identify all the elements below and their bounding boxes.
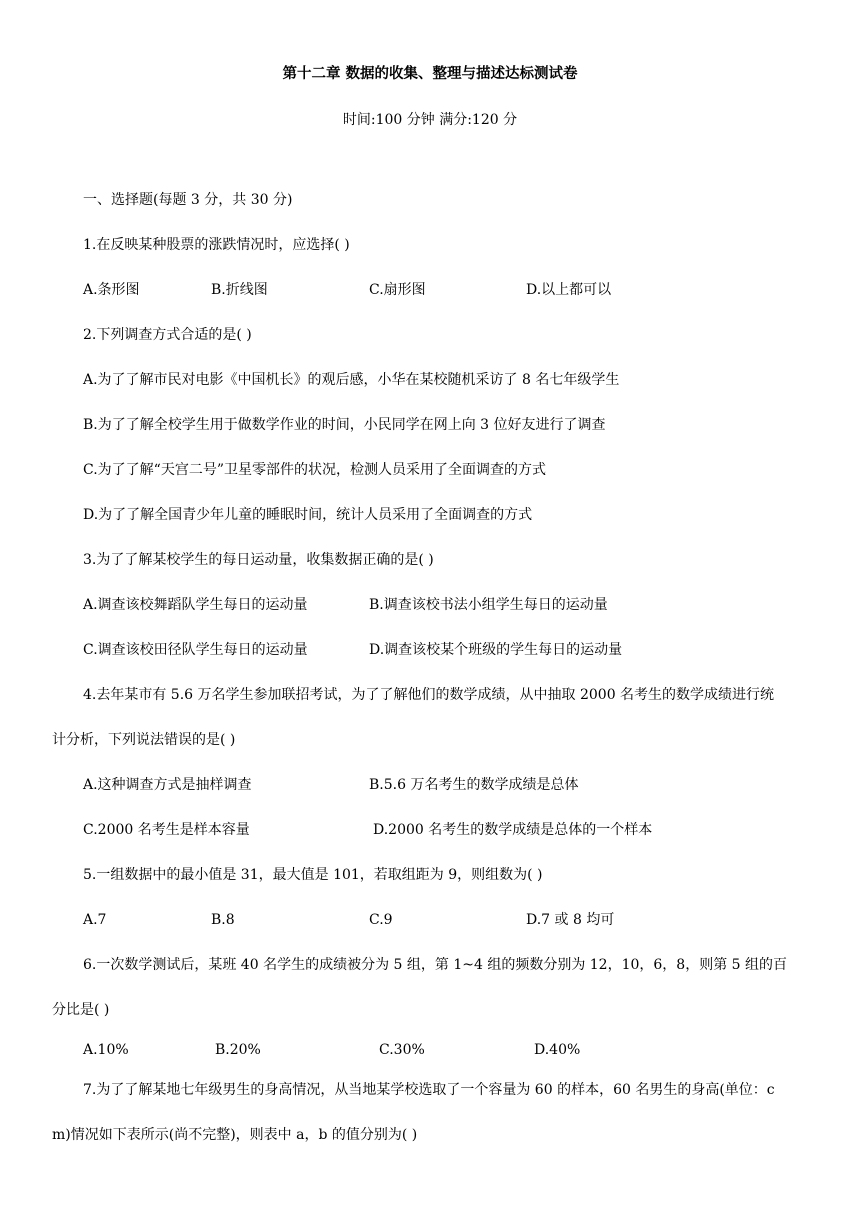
question-1-stem: 1.在反映某种股票的涨跌情况时，应选择( )	[83, 237, 350, 253]
page-title: 第十二章 数据的收集、整理与描述达标测试卷	[282, 65, 578, 82]
section-heading: 一、选择题(每题 3 分，共 30 分)	[83, 192, 293, 208]
question-5-option-c: C.9	[369, 912, 393, 928]
question-2-option-a: A.为了了解市民对电影《中国机长》的观后感，小华在某校随机采访了 8 名七年级学生	[83, 372, 620, 388]
question-7-stem-continued: m)情况如下表所示(尚不完整)，则表中 a，b 的值分别为( )	[52, 1127, 418, 1143]
question-1-option-a: A.条形图	[83, 282, 140, 298]
question-6-option-a: A.10%	[83, 1042, 129, 1058]
question-7-stem: 7.为了了解某地七年级男生的身高情况，从当地某学校选取了一个容量为 60 的样本，60 名男生的身高(单位：c	[83, 1082, 775, 1098]
question-1-option-c: C.扇形图	[369, 282, 426, 298]
question-2-option-c: C.为了了解“天宫二号”卫星零部件的状况，检测人员采用了全面调查的方式	[83, 462, 546, 478]
question-4-stem: 4.去年某市有 5.6 万名学生参加联招考试，为了了解他们的数学成绩，从中抽取 2000 名考生的数学成绩进行统	[83, 687, 775, 703]
question-5-option-b: B.8	[211, 912, 235, 928]
question-3-option-d: D.调查该校某个班级的学生每日的运动量	[369, 642, 623, 658]
question-2-option-b: B.为了了解全校学生用于做数学作业的时间，小民同学在网上向 3 位好友进行了调查	[83, 417, 606, 433]
question-3-option-b: B.调查该校书法小组学生每日的运动量	[369, 597, 608, 613]
question-4-option-b: B.5.6 万名考生的数学成绩是总体	[369, 777, 579, 793]
question-6-stem: 6.一次数学测试后，某班 40 名学生的成绩被分为 5 组，第 1~4 组的频数分别为 12，10，6，8，则第 5 组的百	[83, 957, 788, 973]
question-6-option-d: D.40%	[534, 1042, 581, 1058]
question-3-stem: 3.为了了解某校学生的每日运动量，收集数据正确的是( )	[83, 552, 434, 568]
question-4-stem-continued: 计分析，下列说法错误的是( )	[52, 732, 236, 748]
question-2-stem: 2.下列调查方式合适的是( )	[83, 327, 252, 343]
question-6-stem-continued: 分比是( )	[52, 1002, 110, 1018]
question-6-option-b: B.20%	[215, 1042, 261, 1058]
question-4-option-a: A.这种调查方式是抽样调查	[83, 777, 252, 793]
question-3-option-a: A.调查该校舞蹈队学生每日的运动量	[83, 597, 308, 613]
question-2-option-d: D.为了了解全国青少年儿童的睡眠时间，统计人员采用了全面调查的方式	[83, 507, 533, 523]
question-4-option-d: D.2000 名考生的数学成绩是总体的一个样本	[373, 822, 653, 838]
question-1-option-b: B.折线图	[211, 282, 268, 298]
question-3-option-c: C.调查该校田径队学生每日的运动量	[83, 642, 308, 658]
question-4-option-c: C.2000 名考生是样本容量	[83, 822, 250, 838]
exam-info: 时间:100 分钟 满分:120 分	[342, 112, 518, 128]
question-5-option-a: A.7	[83, 912, 107, 928]
question-5-option-d: D.7 或 8 均可	[526, 912, 615, 928]
question-1-option-d: D.以上都可以	[526, 282, 612, 298]
question-5-stem: 5.一组数据中的最小值是 31，最大值是 101，若取组距为 9，则组数为( )	[83, 867, 543, 883]
question-6-option-c: C.30%	[379, 1042, 425, 1058]
